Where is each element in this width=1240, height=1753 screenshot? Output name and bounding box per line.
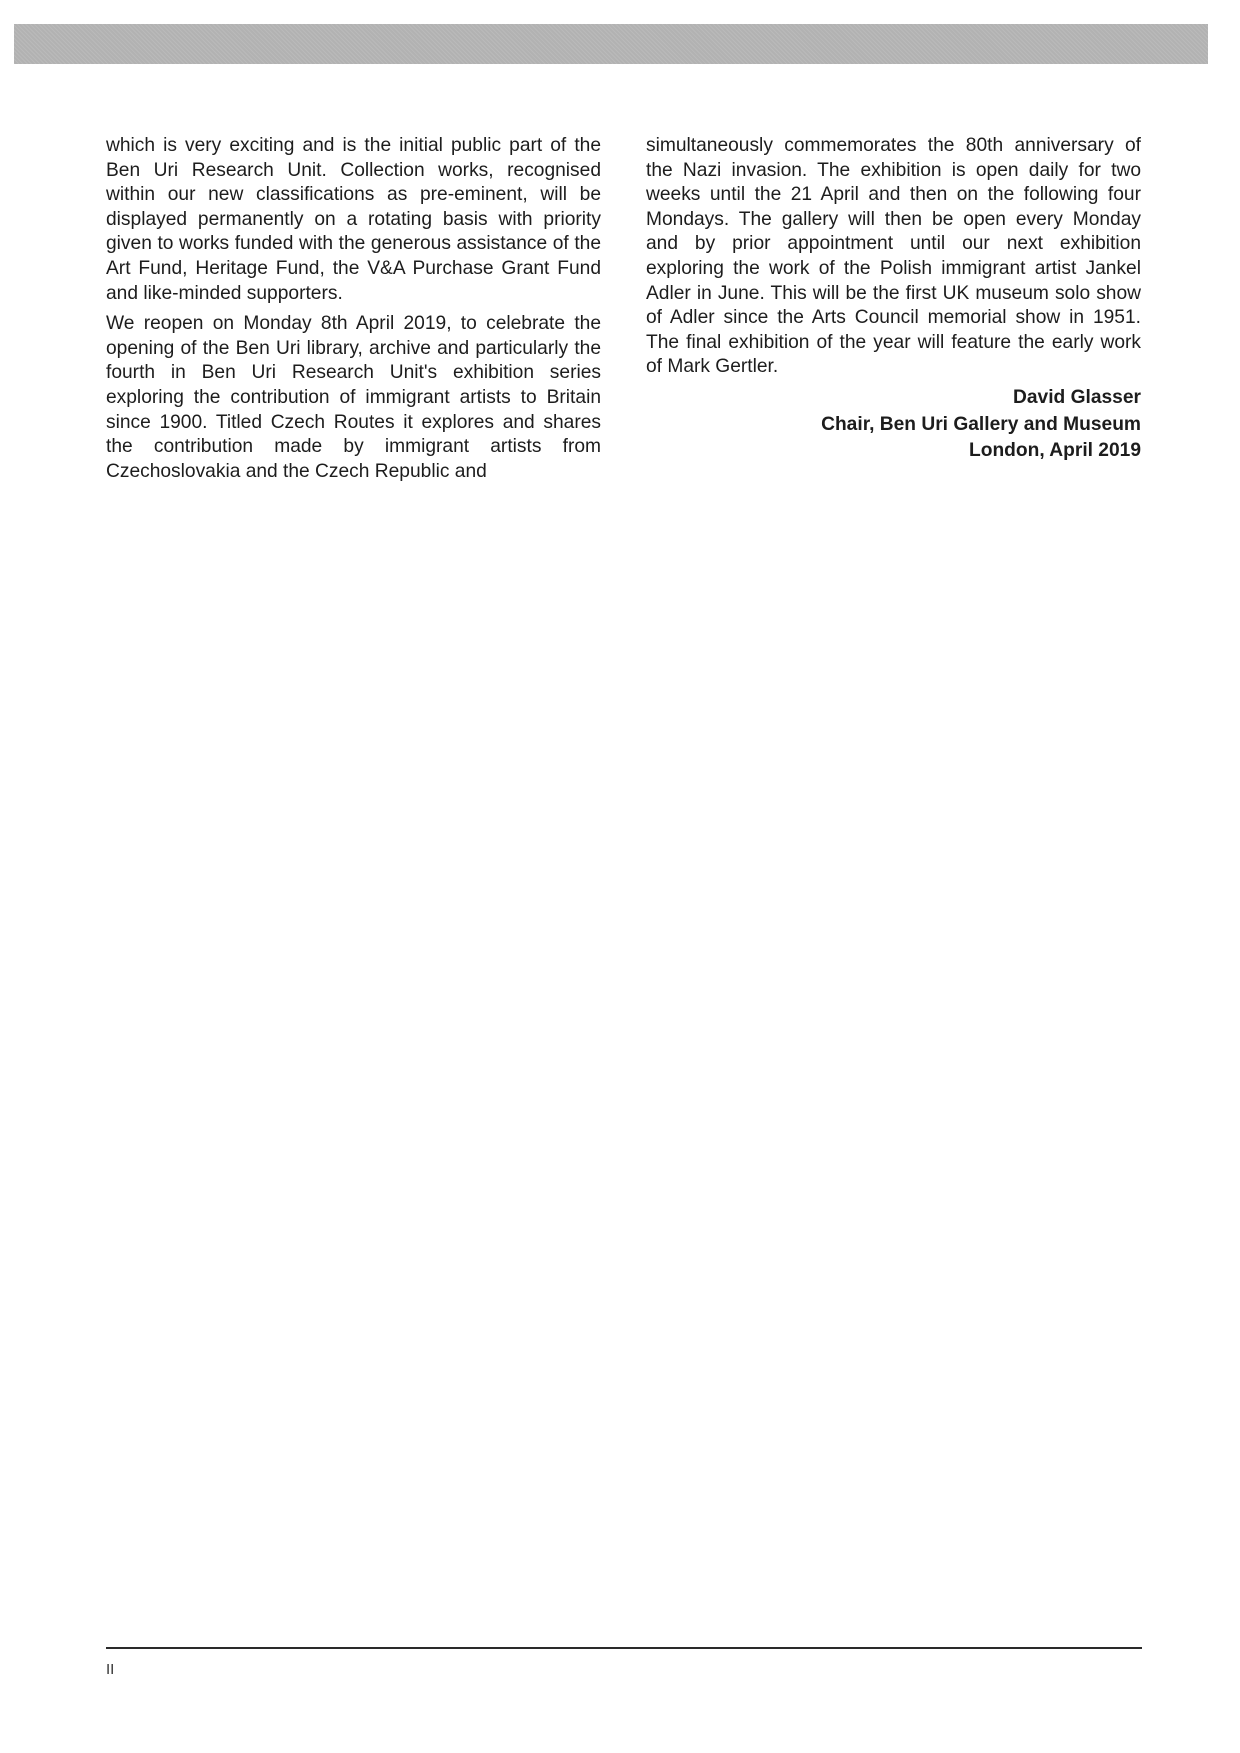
footer-divider xyxy=(106,1647,1142,1649)
left-paragraph-2: We reopen on Monday 8th April 2019, to celebrate the opening of the Ben Uri library, archive and particularly the fourth in Ben Uri Research Unit's exhibition series exploring the contribution of immigrant artists to Britain since 1900. Titled Czech Routes it explores and shares the contribution made by immigrant artists from Czechoslovakia and the Czech Republic and xyxy=(106,313,601,482)
right-paragraph-1: simultaneously commemorates the 80th anniversary of the Nazi invasion. The exhibition is open daily for two weeks until the 21 April and then on the following four Mondays. The gallery will then be open every Monday and by prior appointment until our next exhibition exploring the work of the Polish immigrant artist Jankel Adler in June. This will be the first UK museum solo show of Adler since the Arts Council memorial show in 1951. The final exhibition of the year will feature the early work of Mark Gertler. xyxy=(646,135,1141,378)
left-column xyxy=(106,134,601,490)
page-number: II xyxy=(106,1661,115,1678)
right-column xyxy=(646,134,1141,466)
signature-place-date: London, April 2019 xyxy=(969,440,1141,462)
signature-title: Chair, Ben Uri Gallery and Museum xyxy=(821,413,1141,435)
signature-block xyxy=(646,386,1141,464)
signature-name: David Glasser xyxy=(1013,386,1141,408)
header-band xyxy=(14,24,1208,64)
left-paragraph-1: which is very exciting and is the initial public part of the Ben Uri Research Unit. Collection works, recognised within our new classifications as pre-eminent, will be displayed permanently on a rotating basis with priority given to works funded with the generous assistance of the Art Fund, Heritage Fund, the V&A Purchase Grant Fund and like-minded supporters. xyxy=(106,135,601,304)
